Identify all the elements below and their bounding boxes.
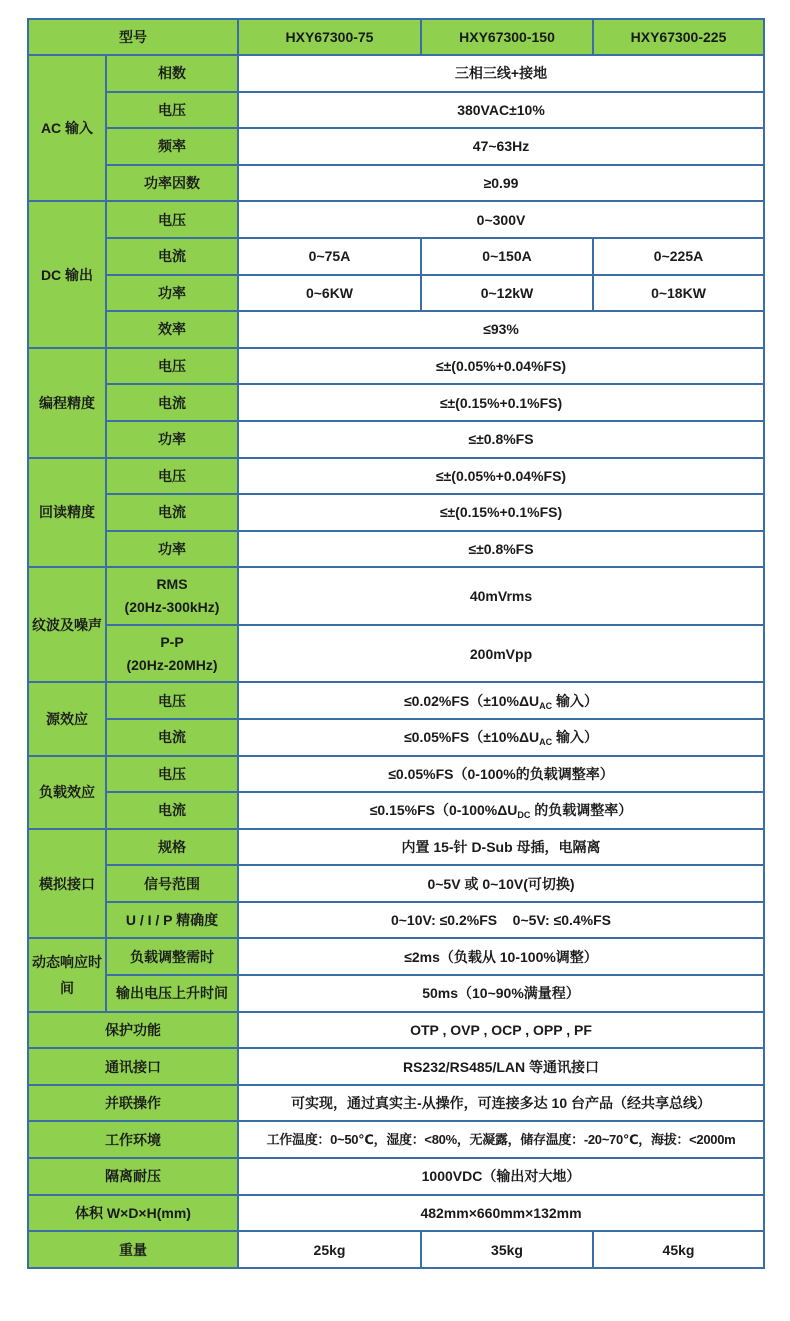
row-value: ≤±(0.15%+0.1%FS) [238,384,764,421]
readback-accuracy-group: 回读精度 [28,458,106,568]
table-row [28,311,764,348]
row-label: 输出电压上升时间 [106,975,238,1012]
label-line2: (20Hz-300kHz) [124,599,220,616]
table-row [28,792,764,829]
row-label: 电压 [106,348,238,385]
table-row [28,1085,764,1122]
value-text: 输入） [552,729,599,746]
table-row [28,865,764,902]
table-row [28,275,764,312]
value-text: ≤0.15%FS（0-100%ΔU [369,802,518,819]
row-value: 47~63Hz [238,128,764,165]
value-subscript: AC [539,700,553,711]
weight-150: 35kg [421,1231,593,1268]
table-row [28,1231,764,1268]
table-row [28,975,764,1012]
row-value: 50ms（10~90%满量程） [238,975,764,1012]
row-label: 相数 [106,55,238,92]
row-value: ≤±0.8%FS [238,421,764,458]
dynamic-response-group: 动态响应时间 [28,938,106,1011]
value-subscript: AC [539,737,553,748]
row-label: 电压 [106,201,238,238]
row-value: 0~10V: ≤0.2%FS 0~5V: ≤0.4%FS [238,902,764,939]
label-line1: P-P [160,633,184,650]
weight-75: 25kg [238,1231,421,1268]
table-row [28,938,764,975]
value-text: ≤0.02%FS（±10%ΔU [403,692,540,709]
row-value [238,756,764,793]
row-value: OTP , OVP , OCP , OPP , PF [238,1012,764,1049]
row-label: 电流 [106,792,238,829]
table-row [28,494,764,531]
table-row [28,1158,764,1195]
current-150: 0~150A [421,238,593,275]
row-value: ≤±(0.05%+0.04%FS) [238,348,764,385]
row-value: 0~5V 或 0~10V(可切换) [238,865,764,902]
table-row [28,902,764,939]
row-label: 功率因数 [106,165,238,202]
table-row [28,567,764,625]
row-label [106,567,238,625]
model-header-label: 型号 [28,19,238,55]
power-225: 0~18KW [593,275,764,312]
current-75: 0~75A [238,238,421,275]
row-value: ≤2ms（负载从 10-100%调整） [238,938,764,975]
row-value: 380VAC±10% [238,92,764,129]
row-label: 功率 [106,275,238,312]
value-text: 的负载调整率） [530,802,633,819]
table-row [28,348,764,385]
table-row [28,384,764,421]
load-effect-group: 负载效应 [28,756,106,829]
table-row [28,1195,764,1232]
table-row [28,1012,764,1049]
table-row [28,625,764,683]
row-value [238,719,764,756]
row-value: ≥0.99 [238,165,764,202]
weight-225: 45kg [593,1231,764,1268]
row-label [106,625,238,683]
spec-table [27,18,765,1269]
power-75: 0~6KW [238,275,421,312]
row-value: 三相三线+接地 [238,55,764,92]
row-value: ≤±(0.15%+0.1%FS) [238,494,764,531]
value-text: ≤0.05%FS（±10%ΔU [403,729,540,746]
row-label: 工作环境 [28,1121,238,1158]
row-value: 482mm×660mm×132mm [238,1195,764,1232]
row-value: 200mVpp [238,625,764,683]
table-row [28,165,764,202]
table-row [28,1048,764,1085]
row-label: 保护功能 [28,1012,238,1049]
table-row [28,719,764,756]
row-label: 负载调整需时 [106,938,238,975]
row-label: 信号范围 [106,865,238,902]
table-row [28,55,764,92]
current-225: 0~225A [593,238,764,275]
row-label: U / I / P 精确度 [106,902,238,939]
row-value: 0~300V [238,201,764,238]
table-row [28,1121,764,1158]
row-label: 规格 [106,829,238,866]
row-label: 重量 [28,1231,238,1268]
row-value: ≤±0.8%FS [238,531,764,568]
power-150: 0~12kW [421,275,593,312]
model-150: HXY67300-150 [421,19,593,55]
table-row [28,238,764,275]
header-row [28,19,764,55]
program-accuracy-group: 编程精度 [28,348,106,458]
table-row [28,128,764,165]
row-label: 电压 [106,92,238,129]
row-value [238,792,764,829]
row-value [238,682,764,719]
row-label: 电流 [106,384,238,421]
model-225: HXY67300-225 [593,19,764,55]
value-subscript: DC [517,810,531,821]
row-label: 通讯接口 [28,1048,238,1085]
row-label: 电流 [106,238,238,275]
table-row [28,829,764,866]
row-value: 可实现，通过真实主-从操作，可连接多达 10 台产品（经共享总线） [238,1085,764,1122]
dc-output-group: DC 输出 [28,201,106,347]
row-value: 40mVrms [238,567,764,625]
label-line1: RMS [156,576,188,593]
row-label: 电压 [106,756,238,793]
row-value: RS232/RS485/LAN 等通讯接口 [238,1048,764,1085]
row-label: 功率 [106,421,238,458]
table-row [28,92,764,129]
table-row [28,201,764,238]
table-row [28,531,764,568]
row-value: ≤±(0.05%+0.04%FS) [238,458,764,495]
row-label: 电压 [106,458,238,495]
row-label: 效率 [106,311,238,348]
row-label: 电压 [106,682,238,719]
row-value: 1000VDC（输出对大地） [238,1158,764,1195]
table-row [28,458,764,495]
table-row [28,682,764,719]
analog-interface-group: 模拟接口 [28,829,106,939]
label-line2: (20Hz-20MHz) [126,656,218,673]
value-text: 输入） [552,692,599,709]
row-label: 功率 [106,531,238,568]
row-label: 隔离耐压 [28,1158,238,1195]
ac-input-group: AC 输入 [28,55,106,201]
row-label: 并联操作 [28,1085,238,1122]
row-label: 电流 [106,719,238,756]
table-row [28,421,764,458]
table-row [28,756,764,793]
model-75: HXY67300-75 [238,19,421,55]
row-value: 工作温度：0~50℃，湿度：<80%，无凝露，储存温度：-20~70℃，海拔：<2000m [238,1121,764,1158]
ripple-noise-group: 纹波及噪声 [28,567,106,682]
source-effect-group: 源效应 [28,682,106,755]
value-text: ≤0.05%FS（0-100%的负载调整率） [388,765,614,782]
row-label: 电流 [106,494,238,531]
row-label: 体积 W×D×H(mm) [28,1195,238,1232]
row-value: ≤93% [238,311,764,348]
row-label: 频率 [106,128,238,165]
row-value: 内置 15-针 D-Sub 母插，电隔离 [238,829,764,866]
